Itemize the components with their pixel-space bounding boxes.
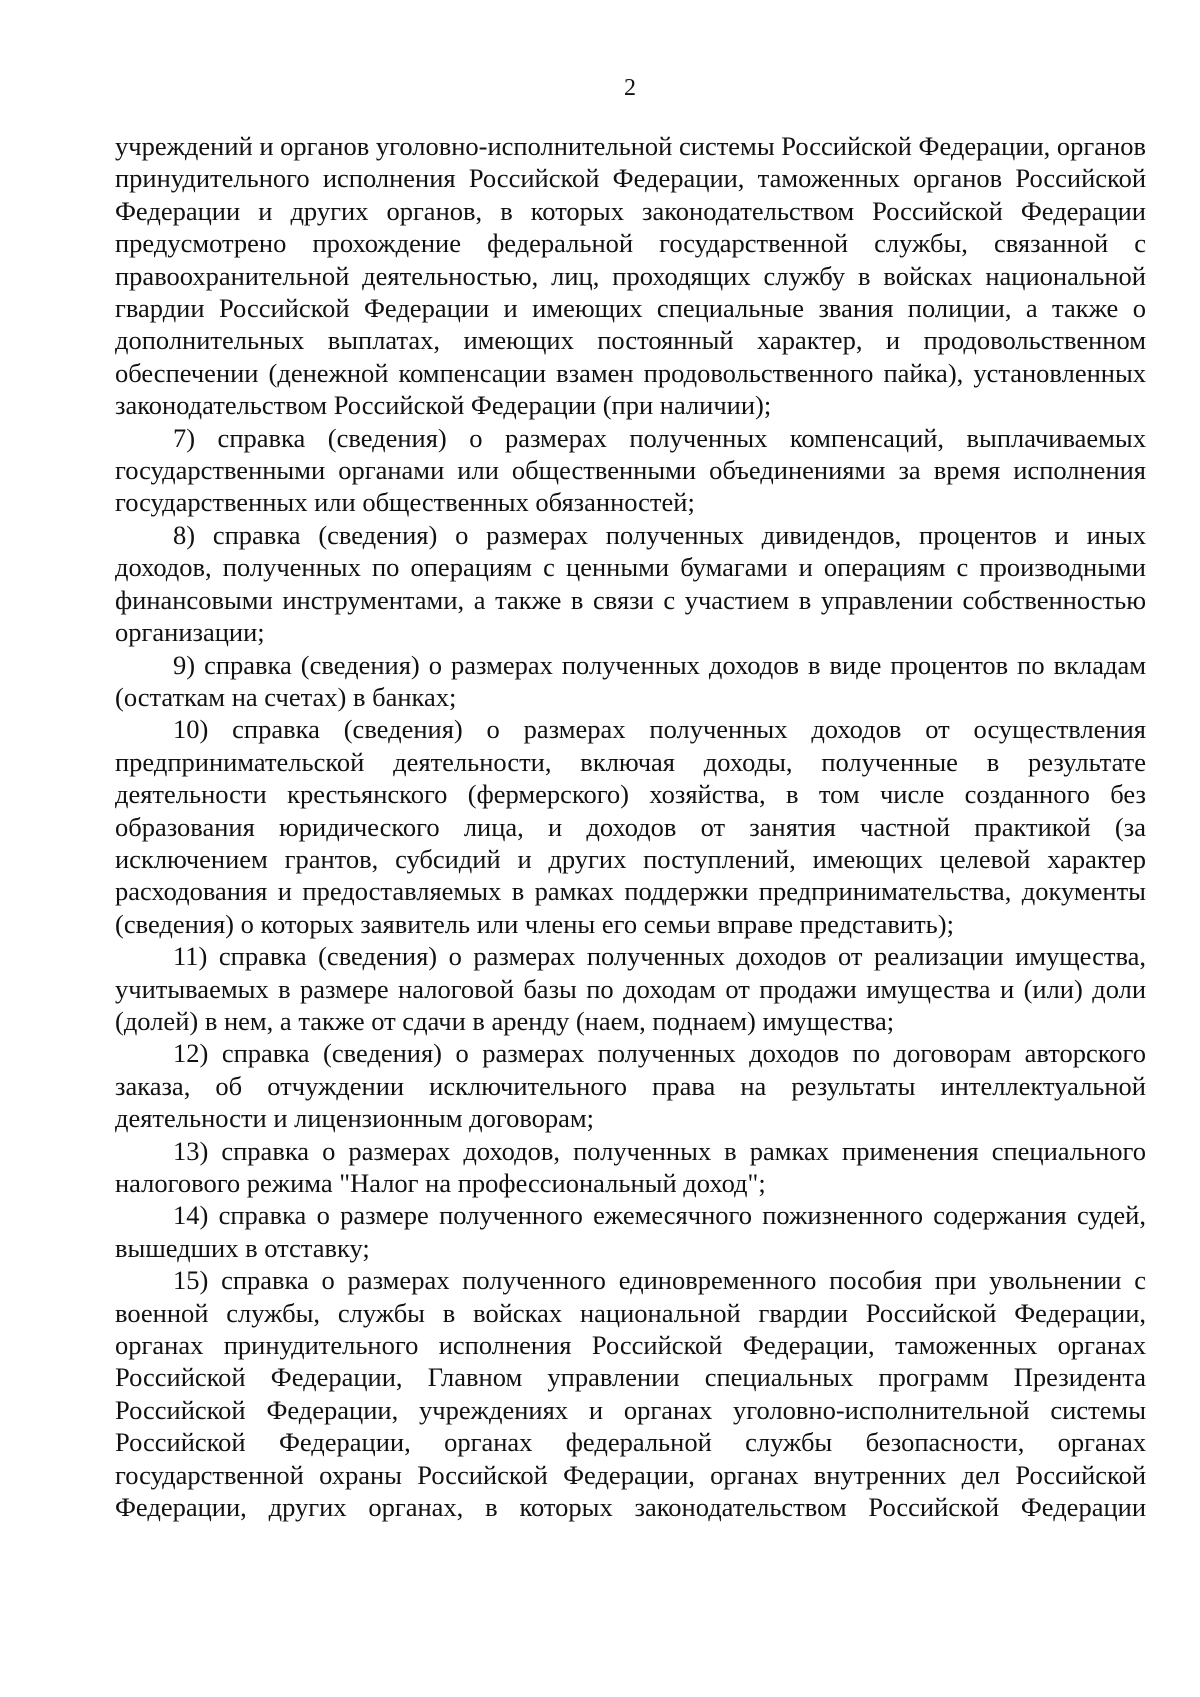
paragraph-item-8: 8) справка (сведения) о размерах полученных дивидендов, процентов и иных доходов, полученных по операциям с ценными бумагами и операциям с производными финансовыми инструментами, а также в связи с участием в управлении собственностью организации;	[115, 519, 1146, 648]
paragraph-item-14: 14) справка о размере полученного ежемесячного пожизненного содержания судей, вышедших в отставку;	[115, 1200, 1146, 1263]
paragraph-item-15: 15) справка о размерах полученного единовременного пособия при увольнении с военной службы, службы в войсках национальной гвардии Российской Федерации, органах принудительного исполнения Российской Федерации, таможенных органах Российской Федерации, Главном управлении специальных программ Президента Российской Федерации, учреждениях и органах уголовно-исполнительной системы Российской Федерации, органах федеральной службы безопасности, органах государственной охраны Российской Федерации, органах внутренних дел Российской Федерации, других органах, в которых законодательством Российской Федерации	[115, 1265, 1146, 1523]
paragraph-item-13: 13) справка о размерах доходов, полученных в рамках применения специального налогового режима "Налог на профессиональный доход";	[115, 1135, 1146, 1198]
page-number: 2	[624, 75, 636, 101]
document-body	[115, 130, 1146, 1523]
paragraph-item-10: 10) справка (сведения) о размерах полученных доходов от осуществления предпринимательской деятельности, включая доходы, полученные в результате деятельности крестьянского (фермерского) хозяйства, в том числе созданного без образования юридического лица, и доходов от занятия частной практикой (за исключением грантов, субсидий и других поступлений, имеющих целевой характер расходования и предоставляемых в рамках поддержки предпринимательства, документы (сведения) о которых заявитель или члены его семьи вправе представить);	[115, 714, 1146, 939]
paragraph-item-11: 11) справка (сведения) о размерах полученных доходов от реализации имущества, учитываемых в размере налоговой базы по доходам от продажи имущества и (или) доли (долей) в нем, а также от сдачи в аренду (наем, поднаем) имущества;	[115, 941, 1146, 1036]
paragraph-item-12: 12) справка (сведения) о размерах полученных доходов по договорам авторского заказа, об отчуждении исключительного права на результаты интеллектуальной деятельности и лицензионным договорам;	[115, 1038, 1146, 1134]
paragraph-item-7: 7) справка (сведения) о размерах полученных компенсаций, выплачиваемых государственными органами или общественными объединениями за время исполнения государственных или общественных обязанностей;	[115, 422, 1146, 518]
paragraph-continuation: учреждений и органов уголовно-исполнительной системы Российской Федерации, органов принудительного исполнения Российской Федерации, таможенных органов Российской Федерации и других органов, в которых законодательством Российской Федерации предусмотрено прохождение федеральной государственной службы, связанной с правоохранительной деятельностью, лиц, проходящих службу в войсках национальной гвардии Российской Федерации и имеющих специальные звания полиции, а также о дополнительных выплатах, имеющих постоянный характер, и продовольственном обеспечении (денежной компенсации взамен продовольственного пайка), установленных законодательством Российской Федерации (при наличии);	[115, 131, 1146, 421]
paragraph-item-9: 9) справка (сведения) о размерах полученных доходов в виде процентов по вкладам (остаткам на счетах) в банках;	[115, 649, 1146, 712]
